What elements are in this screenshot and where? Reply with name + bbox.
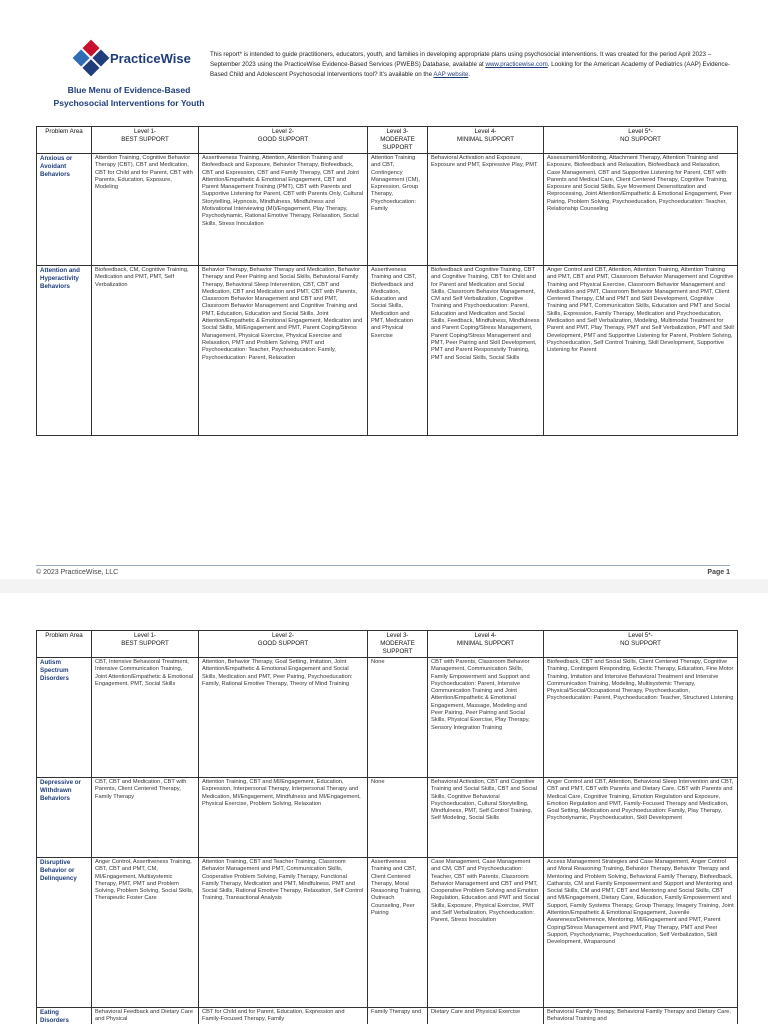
level-1-cell: Biofeedback, CM, Cognitive Training, Medication and PMT, PMT, Self Verbalization: [92, 266, 199, 436]
problem-area-cell: Disruptive Behavior or Delinquency: [37, 858, 92, 1008]
level-1-cell: Attention Training, Cognitive Behavior Therapy (CBT), CBT and Medication, CBT for Child and for Parent, CBT with Parents, Education, Exposure, Modeling: [92, 154, 199, 266]
level-5-cell: Biofeedback, CBT and Social Skills, Client Centered Therapy, Cognitive Training, Contingent Responding, Eclectic Therapy, Education, Fine Motor Training, Imitation and Intensive Behavioral Treatment and Intensive Communication Training, Modeling, Multisystemic Therapy, Physical/Social/Occupational Therapy, Psychoeducation, Psychoeducation: Parent, Psychoeducation: Teacher, Structured Listening: [544, 658, 738, 778]
practicewise-link[interactable]: www.practicewise.com: [485, 61, 548, 68]
intro-text-c: .: [468, 71, 471, 78]
table-row: [37, 266, 738, 436]
aap-website-link[interactable]: AAP website: [433, 71, 469, 78]
problem-area-cell: Depressive or Withdrawn Behaviors: [37, 778, 92, 858]
level-5-cell: Access Management Strategies and Case Management, Anger Control and Moral Reasoning Training, Behavior Therapy, Behavior Therapy and Mentoring and Problem Solving, Behavioral Family Therapy, Biofeedback, Catharsis, CM and Family Empowerment and Support and Mentoring and Social Skills, CM and PMT, CBT and Mentoring and Social Skills, CBT and MI/Engagement, Dietary Care, Education, Family Empowerment and Support, Family Systems Therapy, Group Therapy, Imagery Training, Joint Attention/Empathetic & Emotional Engagement, Juvenile Awareness/Deterrence, Mentoring, MI/Engagement and PMT, Parent Coping/Stress Management and PMT, Play Therapy, PMT and Peer Support, Psychodynamic, Psychoeducation, Self Verbalization, Skill Development, Wraparound: [544, 858, 738, 1008]
header-level-4: Level 4- MINIMAL SUPPORT: [428, 127, 544, 154]
level-2-cell: Assertiveness Training, Attention, Attention Training and Biofeedback and Exposure, Behavior Therapy, Biofeedback, CBT and Expression, CBT and Family Therapy, CBT and Joint Attention/Empathetic & Emotional Engagement, CBT and Parent Management Training (PMT), CBT with Parents and Supportive Listening for Parent, CBT with Parents Only, Cultural Storytelling, Hypnosis, Mindfulness, Mindfulness and Motivational Interviewing (MI)/Engagement, Play Therapy, Psychodynamic, Rational Emotive Therapy, Relaxation, Social Skills, Stress Inoculation: [199, 154, 368, 266]
interventions-table-page-2: [36, 630, 738, 1024]
header-problem-area: Problem Area: [37, 127, 92, 154]
header-level-1: Level 1- BEST SUPPORT: [92, 127, 199, 154]
table-header-row: [37, 631, 738, 658]
table-row: [37, 858, 738, 1008]
page-2: [0, 586, 768, 1024]
problem-area-cell: Autism Spectrum Disorders: [37, 658, 92, 778]
page-footer: [36, 565, 730, 578]
header-level-5: Level 5*- NO SUPPORT: [544, 631, 738, 658]
interventions-table-page-1: [36, 126, 738, 436]
level-2-cell: Attention Training, CBT and MI/Engagement, Education, Expression, Interpersonal Therapy, Interpersonal Therapy and Medication, MI/Engagement, Mindfulness and MI/Engagement, Physical Exercise, Problem Solving, Relaxation: [199, 778, 368, 858]
header-level-4: Level 4- MINIMAL SUPPORT: [428, 631, 544, 658]
level-1-cell: Anger Control, Assertiveness Training, CBT, CBT and PMT, CM, MI/Engagement, Multisystemic Therapy, PMT, PMT and Problem Solving, Problem Solving, Social Skills, Therapeutic Foster Care: [92, 858, 199, 1008]
level-4-cell: CBT with Parents, Classroom Behavior Management, Communication Skills, Family Empowerment and Support and Psychoeducation: Parent, Intensive Communication Training and Joint Attention/Empathetic & Emotional Engagement, Massage, Modeling and Peer Pairing, Peer Pairing and Social Skills, Physical Exercise, Play Therapy, Sensory Integration Training: [428, 658, 544, 778]
page-number: Page 1: [707, 569, 730, 576]
problem-area-cell: Attention and Hyperactivity Behaviors: [37, 266, 92, 436]
table-row: [37, 154, 738, 266]
intro-paragraph: [210, 50, 730, 80]
header-level-3: Level 3- MODERATE SUPPORT: [368, 631, 428, 658]
level-2-cell: Attention Training, CBT and Teacher Training, Classroom Behavior Management and PMT, Communication Skills, Cooperative Problem Solving, Family Therapy, Functional Family Therapy, Medication and PMT, Mindfulness, PMT and Social Skills, Rational Emotive Therapy, Relaxation, Self Control Training, Transactional Analysis: [199, 858, 368, 1008]
table-header-row: [37, 127, 738, 154]
header-level-1: Level 1- BEST SUPPORT: [92, 631, 199, 658]
level-5-cell: Behavioral Family Therapy, Behavioral Family Therapy and Dietary Care, Behavioral Training and: [544, 1008, 738, 1024]
level-4-cell: Behavioral Activation and Exposure, Exposure and PMT, Expressive Play, PMT: [428, 154, 544, 266]
table-row: [37, 1008, 738, 1024]
level-1-cell: Behavioral Feedback and Dietary Care and Physical: [92, 1008, 199, 1024]
level-2-cell: Behavior Therapy, Behavior Therapy and Medication, Behavior Therapy and Peer Pairing and Social Skills, Behavioral Family Therapy, Behavioral Sleep Intervention, CBT, CBT and Medication, CBT and Medication and PMT, CBT with Parents, Classroom Behavior Management and CBT and PMT, Classroom Behavior Management and Cognitive Training and PMT, Education, Education and Social Skills, Joint Attention/Empathetic & Emotional Engagement, Medication and Social Skills, MI/Engagement and PMT, Parent Coping/Stress Management, Physical Exercise, Physical Exercise and Relaxation, PMT and Problem Solving, PMT and Psychoeducation: Teacher, Psychoeducation: Family, Psychoeducation: Parent, Relaxation: [199, 266, 368, 436]
level-3-cell: None: [368, 658, 428, 778]
level-4-cell: Dietary Care and Physical Exercise: [428, 1008, 544, 1024]
level-1-cell: CBT, Intensive Behavioral Treatment, Intensive Communication Training, Joint Attention/Empathetic & Emotional Engagement, PMT, Social Skills: [92, 658, 199, 778]
page-title: Blue Menu of Evidence-Based Psychosocial Interventions for Youth: [53, 85, 205, 108]
level-3-cell: Attention Training and CBT, Contingency Management (CM), Expression, Group Therapy, Psychoeducation: Family: [368, 154, 428, 266]
table-row: [37, 778, 738, 858]
problem-area-cell: Eating Disorders: [37, 1008, 92, 1024]
level-2-cell: Attention, Behavior Therapy, Goal Setting, Imitation, Joint Attention/Empathetic & Emotional Engagement and Social Skills, Medication and PMT, Peer Pairing, Psychoeducation: Family, Rational Emotive Therapy, Theory of Mind Training: [199, 658, 368, 778]
header-level-5: Level 5*- NO SUPPORT: [544, 127, 738, 154]
intro-text-a: This report* is intended to guide practitioners, educators, youth, and families in developing appropriate plans using psychosocial interventions. It was created for the period April 2023 – September 2023 using the PracticeWise Evidence-Based Services (PWEBS) Database, available at: [210, 51, 712, 68]
table-row: [37, 658, 738, 778]
level-4-cell: Behavioral Activation, CBT and Cognitive Training and Social Skills, CBT and Social Skills, Cognitive Behavioral Psychoeducation, Cultural Storytelling, Mindfulness, PMT, Self Control Training, Self Modeling, Social Skills: [428, 778, 544, 858]
level-3-cell: Assertiveness Training and CBT, Biofeedback and Medication, Education and Social Skills, Medication and PMT, Medication and Physical Exercise: [368, 266, 428, 436]
copyright-text: © 2023 PracticeWise, LLC: [36, 569, 119, 576]
level-2-cell: CBT for Child and for Parent, Education, Expression and Family-Focused Therapy, Family: [199, 1008, 368, 1024]
level-5-cell: Anger Control and CBT, Attention, Behavioral Sleep Intervention and CBT, CBT and PMT, CBT with Parents and Dietary Care, CBT with Parents and Medical Care, Cognitive Training, Emotion Regulation and Exposure, Emotion Regulation and PMT, Family-Focused Therapy and Medication, Goal Setting, Medication and Psychoeducation: Family, Play Therapy, Psychodynamic, Psychoeducation, Skill Development: [544, 778, 738, 858]
level-4-cell: Case Management, Case Management and CM, CBT and Psychoeducation: Teacher, CBT with Parents, Classroom Behavior Management and CBT and PMT, Cooperative Problem Solving and Emotion Regulation, Education and PMT and Social Skills, Exposure, Physical Exercise, PMT and Self Verbalization, Psychoeducation: Parent, Stress Inoculation: [428, 858, 544, 1008]
level-3-cell: Assertiveness Training and CBT, Client Centered Therapy, Moral Reasoning Training, Outreach Counseling, Peer Pairing: [368, 858, 428, 1008]
level-3-cell: Family Therapy and: [368, 1008, 428, 1024]
header-problem-area: Problem Area: [37, 631, 92, 658]
header-level-2: Level 2- GOOD SUPPORT: [199, 631, 368, 658]
logo-text: PracticeWise: [110, 51, 191, 66]
header-level-3: Level 3- MODERATE SUPPORT: [368, 127, 428, 154]
level-5-cell: Anger Control and CBT, Attention, Attention Training, Attention Training and PMT, CBT and PMT, Classroom Behavior Management and Cognitive Training and Physical Exercise, Classroom Behavior Management and Medication and PMT, Classroom Behavior Management and PMT, Client Centered Therapy, CM and PMT and Skill Development, Cognitive Training and PMT, Communication Skills, Education and PMT and Social Skills, Expression, Family Therapy, Medication and Psychoeducation, Medication and Self Verbalization, Modeling, Multimodal Treatment for Parent and PMT, Play Therapy, PMT and Self Verbalization, PMT and Skill Development, PMT and Supportive Listening for Parent, Problem Solving, Psychoeducation, Self Control Training, Skill Development, Supportive Listening for Parent: [544, 266, 738, 436]
problem-area-cell: Anxious or Avoidant Behaviors: [37, 154, 92, 266]
header-level-2: Level 2- GOOD SUPPORT: [199, 127, 368, 154]
level-5-cell: Assessment/Monitoring, Attachment Therapy, Attention Training and Exposure, Biofeedback and Relaxation, Biofeedback and Relaxation, Case Management, CBT and Supportive Listening for Parent, CBT with Parents and Medical Care, Client Centered Therapy, Cognitive Training, Exposure and Social Skills, Eye Movement Desensitization and Reprocessing, Joint Attention/Empathetic & Emotional Engagement, Peer Pairing, Problem Solving, Psychoeducation, Psychoeducation: Teacher, Relationship Counseling: [544, 154, 738, 266]
level-1-cell: CBT, CBT and Medication, CBT with Parents, Client Centered Therapy, Family Therapy: [92, 778, 199, 858]
intro-text-b: . Looking for the American Academy of Pediatrics (AAP) Evidence-Based Child and Adolescent Psychosocial Interventions tool? It's available on the: [210, 61, 731, 78]
level-4-cell: Biofeedback and Cognitive Training, CBT and Cognitive Training, CBT for Child and for Parent and Medication and Social Skills, Classroom Behavior Management, CM and Self Verbalization, Cognitive Training and Psychoeducation: Parent, Education and Medication and Social Skills, Feedback, Mindfulness, Mindfulness and Parent Coping/Stress Management, Parent Coping/Stress Management and PMT, Peer Pairing and Skill Development, PMT and Parent Responsivity Training, PMT and Social Skills, Social Skills: [428, 266, 544, 436]
level-3-cell: None: [368, 778, 428, 858]
